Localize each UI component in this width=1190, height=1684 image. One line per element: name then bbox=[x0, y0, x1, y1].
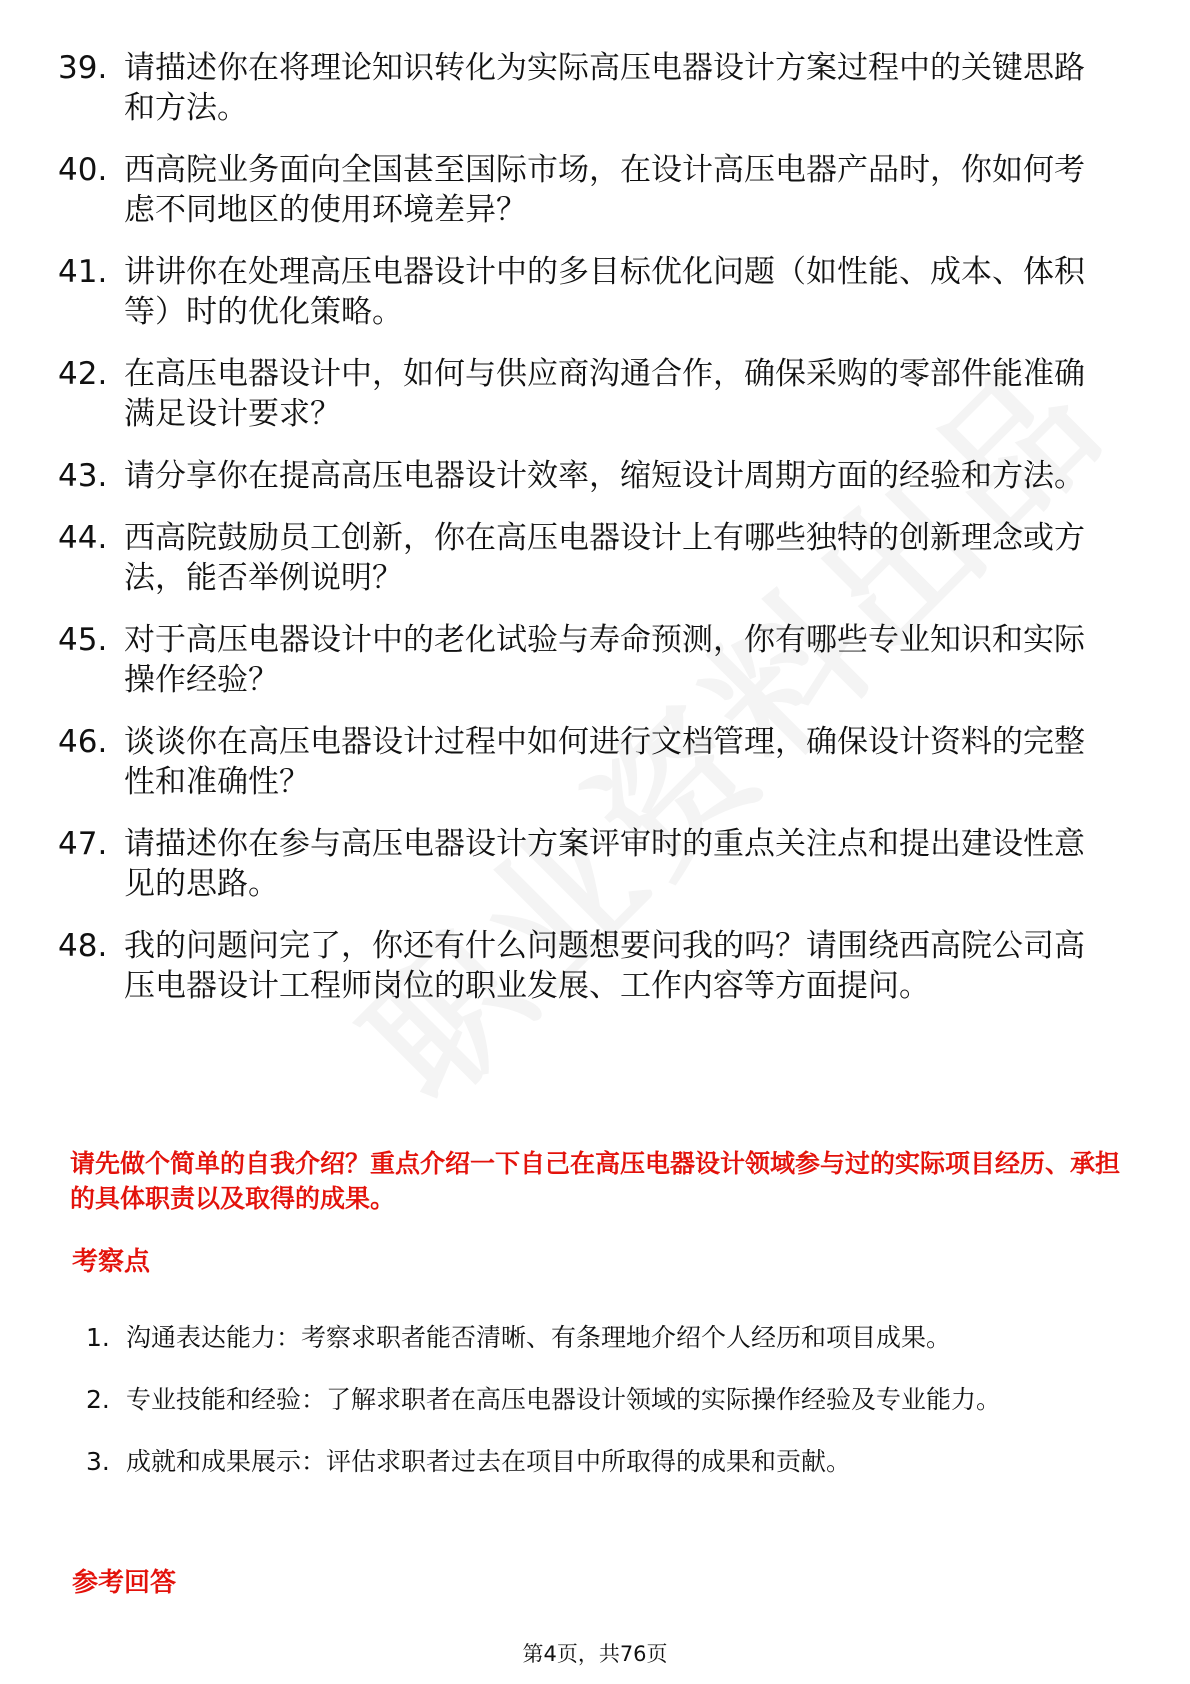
question-text: 请分享你在提高高压电器设计效率，缩短设计周期方面的经验和方法。 bbox=[124, 458, 1085, 494]
highlight-question: 请先做个简单的自我介绍？重点介绍一下自己在高压电器设计领域参与过的实际项目经历、承担的具体职责以及取得的成果。 bbox=[70, 1149, 1121, 1213]
question-number: 40. bbox=[58, 152, 108, 188]
point-number: 2. bbox=[86, 1385, 110, 1414]
point-text: 沟通表达能力：考察求职者能否清晰、有条理地介绍个人经历和项目成果。 bbox=[126, 1323, 952, 1352]
list-item bbox=[0, 824, 1190, 904]
kaocha-heading: 考察点 bbox=[72, 1247, 151, 1277]
reference-heading: 参考回答 bbox=[72, 1568, 177, 1598]
question-text: 请描述你在参与高压电器设计方案评审时的重点关注点和提出建设性意见的思路。 bbox=[124, 826, 1085, 902]
question-number: 47. bbox=[58, 826, 108, 862]
list-item bbox=[0, 722, 1190, 802]
question-text: 对于高压电器设计中的老化试验与寿命预测，你有哪些专业知识和实际操作经验？ bbox=[124, 622, 1085, 698]
question-number: 46. bbox=[58, 724, 108, 760]
list-item bbox=[0, 48, 1190, 128]
list-item bbox=[0, 620, 1190, 700]
list-item bbox=[0, 1310, 1190, 1366]
question-number: 39. bbox=[58, 50, 108, 86]
question-number: 41. bbox=[58, 254, 108, 290]
list-item bbox=[0, 518, 1190, 598]
question-number: 44. bbox=[58, 520, 108, 556]
list-item bbox=[0, 926, 1190, 1006]
question-text: 西高院业务面向全国甚至国际市场，在设计高压电器产品时，你如何考虑不同地区的使用环境差异？ bbox=[124, 152, 1085, 228]
point-text: 专业技能和经验：了解求职者在高压电器设计领域的实际操作经验及专业能力。 bbox=[126, 1385, 1002, 1414]
point-number: 3. bbox=[86, 1447, 110, 1476]
point-text: 成就和成果展示：评估求职者过去在项目中所取得的成果和贡献。 bbox=[126, 1447, 852, 1476]
question-list bbox=[0, 48, 1190, 1028]
point-number: 1. bbox=[86, 1323, 110, 1352]
question-number: 43. bbox=[58, 458, 108, 494]
list-item bbox=[0, 1372, 1190, 1428]
question-number: 48. bbox=[58, 928, 108, 964]
list-item bbox=[0, 252, 1190, 332]
question-text: 我的问题问完了，你还有什么问题想要问我的吗？请围绕西高院公司高压电器设计工程师岗位的职业发展、工作内容等方面提问。 bbox=[124, 928, 1085, 1004]
page-footer: 第4页，共76页 bbox=[522, 1642, 668, 1666]
list-item bbox=[0, 456, 1190, 496]
question-text: 在高压电器设计中，如何与供应商沟通合作，确保采购的零部件能准确满足设计要求？ bbox=[124, 356, 1085, 432]
assessment-points bbox=[0, 1310, 1190, 1496]
question-number: 42. bbox=[58, 356, 108, 392]
question-text: 谈谈你在高压电器设计过程中如何进行文档管理，确保设计资料的完整性和准确性？ bbox=[124, 724, 1085, 800]
list-item bbox=[0, 1434, 1190, 1490]
question-text: 西高院鼓励员工创新，你在高压电器设计上有哪些独特的创新理念或方法，能否举例说明？ bbox=[124, 520, 1085, 596]
list-item bbox=[0, 150, 1190, 230]
list-item bbox=[0, 354, 1190, 434]
question-text: 请描述你在将理论知识转化为实际高压电器设计方案过程中的关键思路和方法。 bbox=[124, 50, 1085, 126]
question-number: 45. bbox=[58, 622, 108, 658]
question-text: 讲讲你在处理高压电器设计中的多目标优化问题（如性能、成本、体积等）时的优化策略。 bbox=[124, 254, 1085, 330]
